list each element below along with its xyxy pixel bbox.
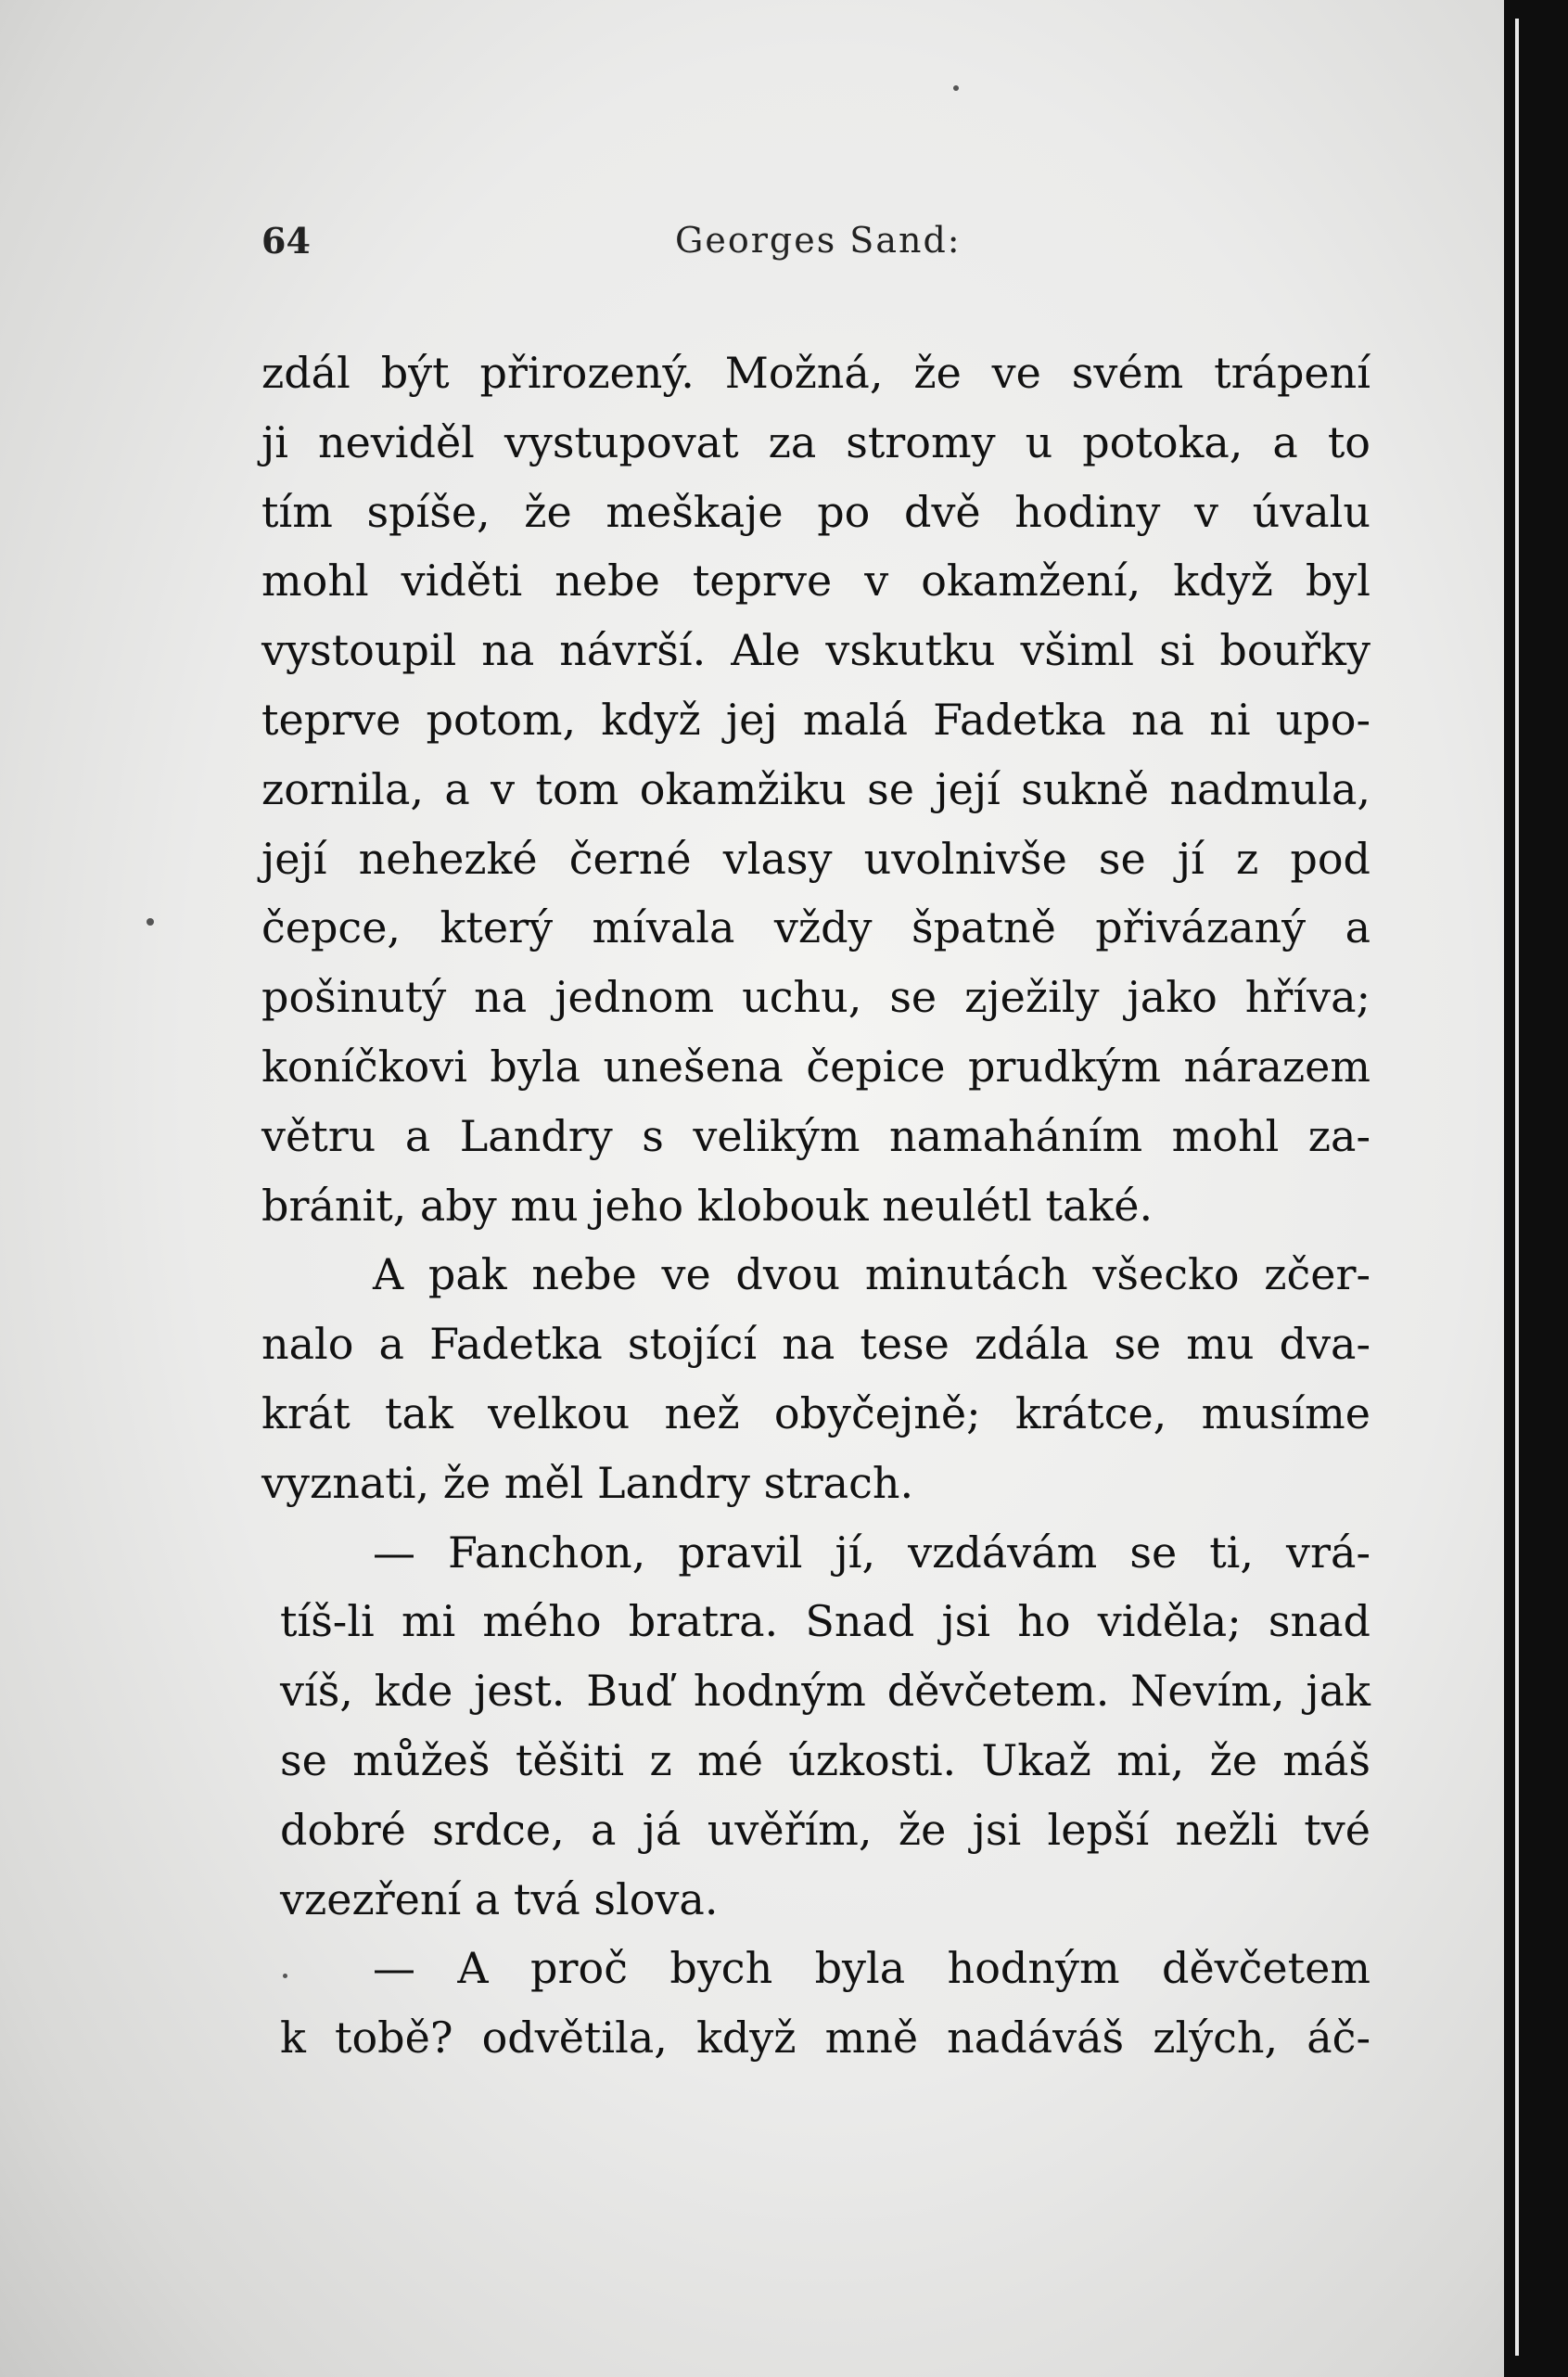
text-line: vystoupil na návrší. Ale vskutku všiml si bouřky	[261, 625, 1370, 676]
text-line: — A proč bych byla hodným děvčetem	[373, 1943, 1370, 1994]
text-line: nalo a Fadetka stojící na tese zdála se mu dva-	[261, 1319, 1370, 1370]
text-line: koníčkovi byla unešena čepice prudkým nárazem	[261, 1041, 1370, 1092]
text-line: vyznati, že měl Landry strach.	[261, 1457, 914, 1508]
text-line: dobré srdce, a já uvěřím, že jsi lepší nežli tvé	[280, 1804, 1370, 1855]
text-line: mohl viděti nebe teprve v okamžení, když byl	[261, 556, 1370, 607]
text-line: — Fanchon, pravil jí, vzdávám se ti, vrá-	[373, 1527, 1370, 1578]
text-line: vzezření a tvá slova.	[280, 1873, 719, 1924]
text-line: krát tak velkou než obyčejně; krátce, musíme	[261, 1387, 1370, 1438]
text-line: ji neviděl vystupovat za stromy u potoka, a to	[261, 416, 1370, 467]
page-number: 64	[261, 220, 311, 262]
text-line: A pak nebe ve dvou minutách všecko zčer-	[373, 1249, 1370, 1300]
text-line: její nehezké černé vlasy uvolnivše se jí z pod	[261, 833, 1370, 884]
scan-border-line	[1515, 19, 1519, 2356]
text-line: se můžeš těšiti z mé úzkosti. Ukaž mi, že máš	[280, 1734, 1370, 1785]
paper-speck	[147, 918, 154, 926]
page-header	[261, 220, 1374, 275]
text-line: tíš-li mi mého bratra. Snad jsi ho viděla; snad	[280, 1596, 1370, 1647]
text-line: tím spíše, že meškaje po dvě hodiny v úvalu	[261, 486, 1370, 537]
paper-speck	[283, 1974, 287, 1978]
text-line: víš, kde jest. Buď hodným děvčetem. Nevím, jak	[280, 1666, 1370, 1717]
text-line: k tobě? odvětila, když mně nadáváš zlých, áč-	[280, 2013, 1370, 2064]
text-line: čepce, který mívala vždy špatně přivázaný a	[261, 902, 1370, 953]
text-line: zdál být přirozený. Možná, že ve svém trápení	[261, 348, 1370, 398]
running-head: Georges Sand:	[675, 220, 962, 261]
text-line: teprve potom, když jej malá Fadetka na ni upo-	[261, 694, 1370, 745]
text-line: pošinutý na jednom uchu, se zježily jako hříva;	[261, 972, 1370, 1023]
body-text	[261, 339, 1370, 2073]
text-line: zornila, a v tom okamžiku se její sukně nadmula,	[261, 763, 1370, 814]
text-line: větru a Landry s velikým namaháním mohl za-	[261, 1110, 1370, 1161]
paper-speck	[953, 85, 959, 91]
scan-border	[1504, 0, 1568, 2377]
text-line: bránit, aby mu jeho klobouk neulétl také.	[261, 1180, 1154, 1231]
